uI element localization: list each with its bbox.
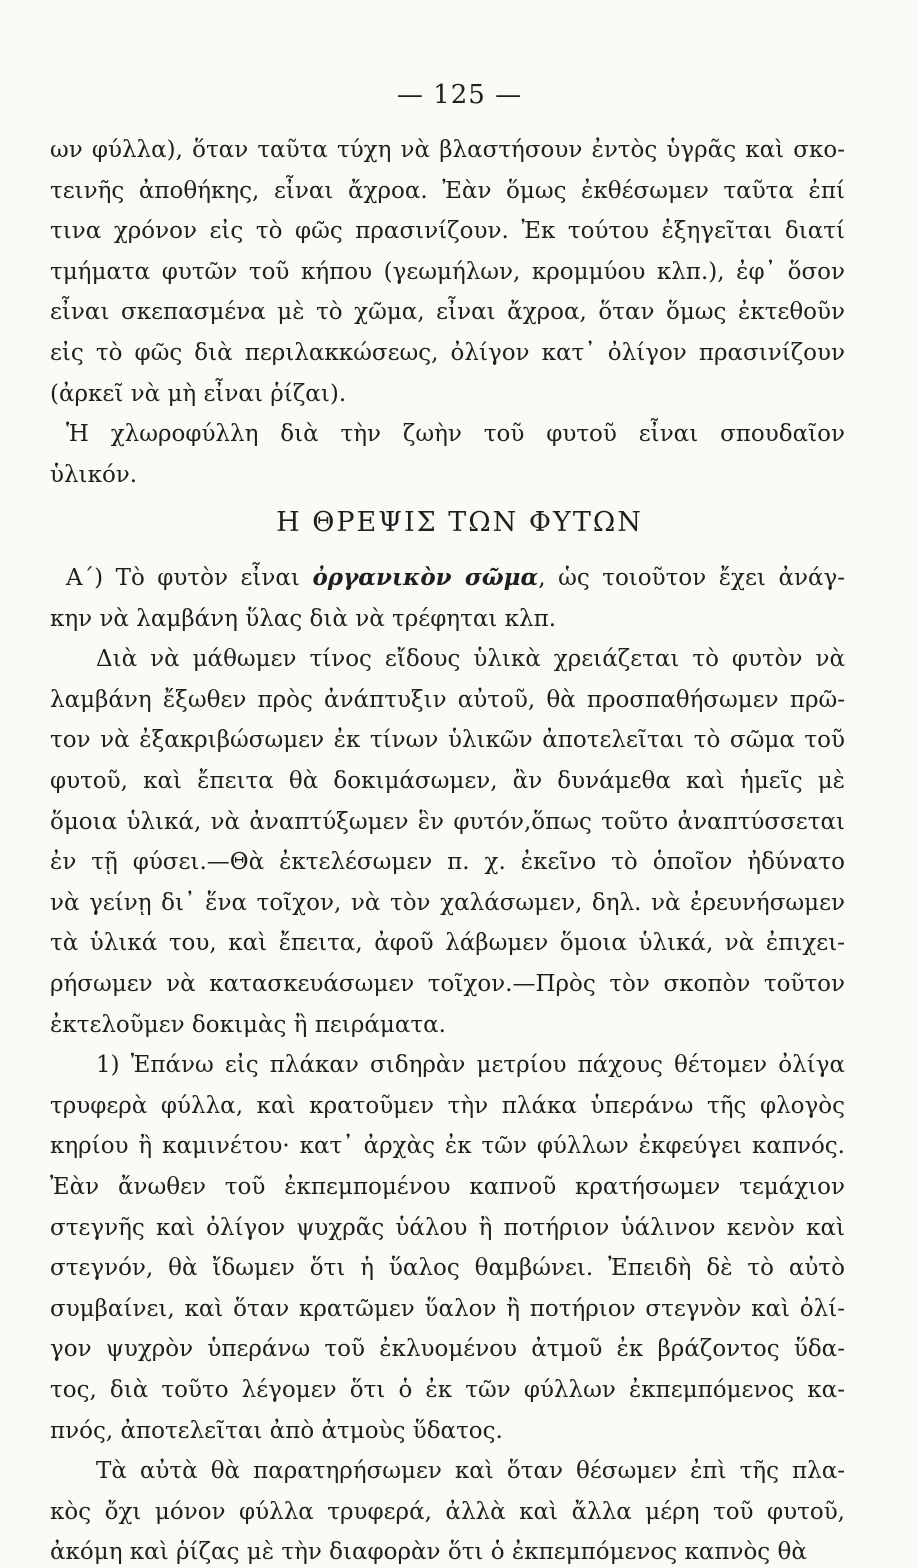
text-line [66, 562, 845, 594]
text-line: τμήματα φυτῶν τοῦ κήπου (γεωμήλων, κρομμύου κλπ.), ἐφ᾽ ὅσον [50, 259, 845, 285]
text-line: στεγνόν, θὰ ἴδωμεν ὅτι ἡ ὕαλος θαμβώνει. Ἐπειδὴ δὲ τὸ αὐτὸ [50, 1255, 845, 1281]
text-line: πνός, ἀποτελεῖται ἀπὸ ἀτμοὺς ὕδατος. [50, 1418, 503, 1444]
text-line: τος, διὰ τοῦτο λέγομεν ὅτι ὁ ἐκ τῶν φύλλων ἐκπεμπόμενος κα- [50, 1377, 845, 1403]
text-line: κὸς ὄχι μόνον φύλλα τρυφερά, ἀλλὰ καὶ ἄλλα μέρη τοῦ φυτοῦ, [50, 1499, 845, 1525]
text-line: ὑλικόν. [50, 462, 138, 488]
text-line: τινα χρόνον εἰς τὸ φῶς πρασινίζουν. Ἐκ τούτου ἐξηγεῖται διατί [50, 218, 845, 244]
text-line: νὰ γείνῃ δι᾽ ἕνα τοῖχον, νὰ τὸν χαλάσωμεν, δηλ. νὰ ἐρευνήσωμεν [50, 890, 845, 916]
text-line: τὰ ὑλικά του, καὶ ἔπειτα, ἀφοῦ λάβωμεν ὅμοια ὑλικά, νὰ ἐπιχει- [50, 930, 845, 956]
text-line: συμβαίνει, καὶ ὅταν κρατῶμεν ὕαλον ἢ ποτήριον στεγνὸν καὶ ὀλί- [50, 1296, 845, 1322]
text-line: ἀκόμη καὶ ῥίζας μὲ τὴν διαφορὰν ὅτι ὁ ἐκπεμπόμενος καπνὸς θὰ [50, 1539, 807, 1565]
text-line: στεγνῆς καὶ ὀλίγον ψυχρᾶς ὑάλου ἢ ποτήριον ὑάλινον κενὸν καὶ [50, 1215, 845, 1241]
text-line: ρήσωμεν νὰ κατασκευάσωμεν τοῖχον.—Πρὸς τὸν σκοπὸν τοῦτον [50, 971, 845, 997]
text-line: ἐκτελοῦμεν δοκιμὰς ἢ πειράματα. [50, 1012, 446, 1038]
para3-lead: Α΄) Τὸ φυτὸν εἶναι [66, 565, 313, 591]
section-heading: Η ΘΡΕΨΙΣ ΤΩΝ ΦΥΤΩΝ [276, 507, 643, 538]
text-line: κηρίου ἢ καμινέτου· κατ᾽ ἀρχὰς ἐκ τῶν φύλλων ἐκφεύγει καπνός. [50, 1133, 845, 1159]
text-line: τον νὰ ἐξακριβώσωμεν ἐκ τίνων ὑλικῶν ἀποτελεῖται τὸ σῶμα τοῦ [50, 727, 845, 753]
text-line: γον ψυχρὸν ὑπεράνω τοῦ ἐκλυομένου ἀτμοῦ ἐκ βράζοντος ὕδα- [50, 1336, 845, 1362]
text-line: τρυφερὰ φύλλα, καὶ κρατοῦμεν τὴν πλάκα ὑπεράνω τῆς φλογὸς [50, 1093, 845, 1119]
text-line: Ἐὰν ἄνωθεν τοῦ ἐκπεμπομένου καπνοῦ κρατήσωμεν τεμάχιον [50, 1174, 845, 1200]
text-line: Τὰ αὐτὰ θὰ παρατηρήσωμεν καὶ ὅταν θέσωμεν ἐπὶ τῆς πλα- [96, 1458, 845, 1484]
text-line: Ἡ χλωροφύλλη διὰ τὴν ζωὴν τοῦ φυτοῦ εἶναι σπουδαῖον [66, 421, 845, 447]
page-number: — 125 — [396, 80, 523, 110]
para3-rest: , ὡς τοιοῦτον ἔχει ἀνάγ- [538, 565, 846, 591]
text-line: (ἀρκεῖ νὰ μὴ εἶναι ῥίζαι). [50, 381, 347, 407]
text-line: εἰς τὸ φῶς διὰ περιλακκώσεως, ὀλίγον κατ᾽ ὀλίγον πρασινίζουν [50, 340, 845, 366]
text-line: εἶναι σκεπασμένα μὲ τὸ χῶμα, εἶναι ἄχροα, ὅταν ὅμως ἐκτεθοῦν [50, 299, 845, 325]
text-line: ων φύλλα), ὅταν ταῦτα τύχη νὰ βλαστήσουν ἐντὸς ὑγρᾶς καὶ σκο- [50, 137, 845, 163]
text-line: ἐν τῇ φύσει.—Θὰ ἐκτελέσωμεν π. χ. ἐκεῖνο τὸ ὁποῖον ἠδύνατο [50, 849, 845, 875]
text-line: 1) Ἐπάνω εἰς πλάκαν σιδηρὰν μετρίου πάχους θέτομεν ὀλίγα [96, 1052, 845, 1078]
text-line: ὅμοια ὑλικά, νὰ ἀναπτύξωμεν ἓν φυτόν,ὅπως τοῦτο ἀναπτύσσεται [50, 809, 845, 835]
text-line: φυτοῦ, καὶ ἔπειτα θὰ δοκιμάσωμεν, ἂν δυνάμεθα καὶ ἡμεῖς μὲ [50, 768, 845, 794]
emphasized-term: ὀργανικὸν σῶμα [312, 564, 539, 591]
text-line: τεινῆς ἀποθήκης, εἶναι ἄχροα. Ἐὰν ὅμως ἐκθέσωμεν ταῦτα ἐπί [50, 178, 845, 204]
text-line: λαμβάνη ἔξωθεν πρὸς ἀνάπτυξιν αὐτοῦ, θὰ προσπαθήσωμεν πρῶ- [50, 687, 845, 713]
text-line: Διὰ νὰ μάθωμεν τίνος εἴδους ὑλικὰ χρειάζεται τὸ φυτὸν νὰ [96, 646, 845, 672]
text-line: κην νὰ λαμβάνη ὕλας διὰ νὰ τρέφηται κλπ. [50, 606, 557, 632]
